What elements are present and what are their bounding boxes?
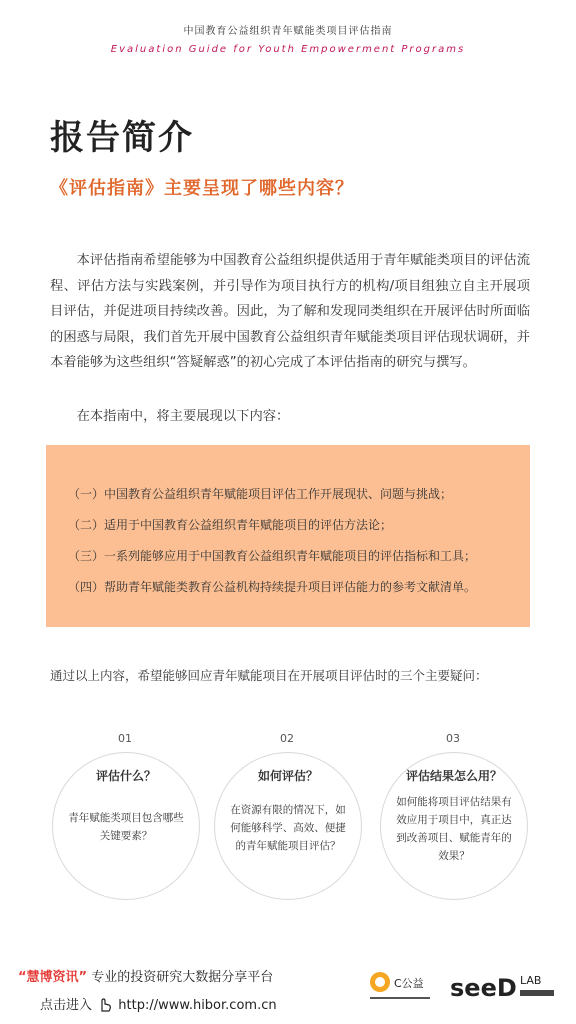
intro-paragraph: 本评估指南希望能够为中国教育公益组织提供适用于青年赋能类项目的评估流程、评估方法与实践案例，并引导作为项目执行方的机构/项目组独立自主开展项目评估，并促进项目持续改善。因此，为了解和发现同类组织在开展评估时所面临的困惑与局限，我们首先开展中国教育公益组织青年赋能类项目评估现状调研，并本着能够为这些组织“答疑解惑”的初心完成了本评估指南的研究与撰写。 xyxy=(50,253,530,370)
header-en: Evaluation Guide for Youth Empowerment Programs xyxy=(110,44,466,55)
footer-enter: 点击进入 xyxy=(40,998,93,1013)
footer-tagline: 专业的投资研究大数据分享平台 xyxy=(91,970,274,985)
page-title: 报告简介 xyxy=(50,118,194,158)
question-circle-1 xyxy=(52,752,200,900)
svg-text:LAB: LAB xyxy=(520,974,542,987)
contents-box xyxy=(46,445,530,627)
footer-link-line[interactable] xyxy=(40,994,277,1013)
hand-pointer-icon xyxy=(96,995,114,1013)
questions-intro: 通过以上内容，希望能够回应青年赋能项目在开展项目评估时的三个主要疑问： xyxy=(50,668,488,683)
header-cn: 中国教育公益组织青年赋能类项目评估指南 xyxy=(183,26,393,37)
contents-item: （二）适用于中国教育公益组织青年赋能项目的评估方法论； xyxy=(68,518,393,532)
question-circle-2 xyxy=(214,752,362,900)
footer-brand-line xyxy=(18,966,273,985)
content-lead: 在本指南中，将主要展现以下内容： xyxy=(76,409,290,424)
contents-item: （四）帮助青年赋能类教育公益机构持续提升项目评估能力的参考文献清单。 xyxy=(68,580,477,594)
contents-item: （一）中国教育公益组织青年赋能项目评估工作开展现状、问题与挑战； xyxy=(68,487,453,501)
cgongyi-logo xyxy=(368,966,436,1006)
footer-brand: “慧博资讯” xyxy=(18,970,88,985)
page-subtitle: 《评估指南》主要呈现了哪些内容？ xyxy=(50,178,354,199)
contents-item: （三）一系列能够应用于中国教育公益组织青年赋能项目的评估指标和工具； xyxy=(68,549,477,563)
question-title: 评估什么？ xyxy=(95,769,156,783)
question-body: 青年赋能类项目包含哪些关键要素？ xyxy=(68,812,184,842)
question-number: 03 xyxy=(436,729,470,749)
question-number: 01 xyxy=(108,729,142,749)
seed-lab-logo xyxy=(450,968,560,1008)
footer-url[interactable]: http://www.hibor.com.cn xyxy=(118,998,277,1013)
question-number: 02 xyxy=(270,729,304,749)
question-body: 如何能将项目评估结果有效应用于项目中，真正达到改善项目、赋能青年的效果？ xyxy=(396,796,512,862)
question-title: 评估结果怎么用？ xyxy=(405,769,502,783)
question-title: 如何评估？ xyxy=(257,769,318,783)
question-circle-3 xyxy=(380,752,528,900)
cgongyi-logo-text: C公益 xyxy=(394,977,424,990)
svg-text:seeD: seeD xyxy=(450,974,517,1002)
question-body: 在资源有限的情况下，如何能够科学、高效、便捷的青年赋能项目评估？ xyxy=(230,804,346,852)
